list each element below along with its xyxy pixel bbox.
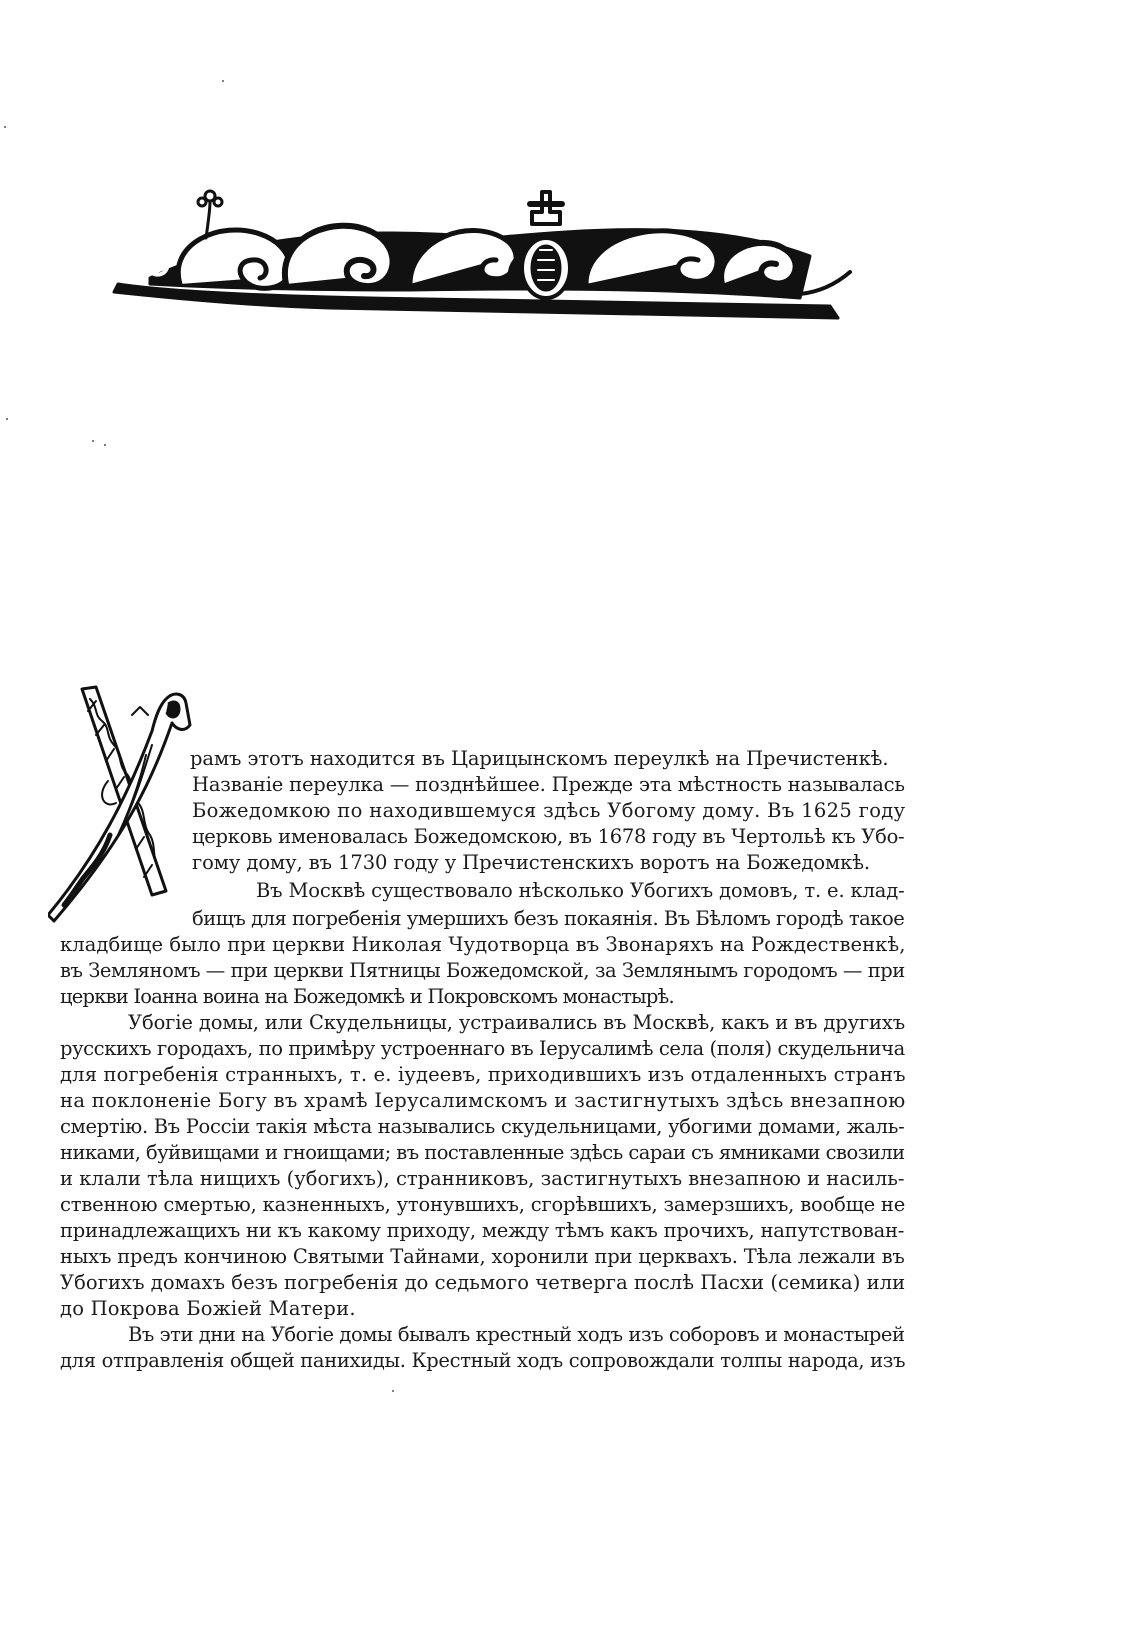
scan-speck [392, 1390, 394, 1392]
text-line: церкви Іоанна воина на Божедомкѣ и Покровскомъ монастырѣ. [60, 985, 674, 1008]
text-line: до Покрова Божіей Матери. [60, 1297, 356, 1320]
scan-speck [4, 126, 6, 128]
ornamental-headpiece [110, 180, 858, 332]
text-line: Названіе переулка — позднѣйшее. Прежде эта мѣстность называлась [192, 773, 905, 796]
text-line: принадлежащихъ ни къ какому приходу, между тѣмъ какъ прочихъ, напутствован- [60, 1219, 905, 1242]
scan-speck [104, 444, 106, 446]
drop-cap-letter-kha [48, 685, 198, 937]
text-line: кладбище было при церкви Николая Чудотворца въ Звонаряхъ на Рождественкѣ, [60, 933, 906, 956]
text-line: Убогихъ домахъ безъ погребенія до седьмого четверга послѣ Пасхи (семика) или [60, 1271, 906, 1294]
text-line: Въ эти дни на Убогіе домы бывалъ крестный ходъ изъ соборовъ и монастырей [128, 1323, 905, 1346]
text-line: для погребенія странныхъ, т. е. іудеевъ, приходившихъ изъ отдаленныхъ странъ [60, 1063, 906, 1086]
scan-speck [222, 80, 224, 82]
text-line: Въ Москвѣ существовало нѣсколько Убогихъ домовъ, т. е. клад- [256, 879, 905, 902]
text-line: ныхъ предъ кончиною Святыми Тайнами, хоронили при церквахъ. Тѣла лежали въ [60, 1245, 905, 1268]
text-line: церковь именовалась Божедомскою, въ 1678 году въ Чертольѣ къ Убо- [192, 825, 905, 848]
text-line: рамъ этотъ находится въ Царицынскомъ переулкѣ на Пречистенкѣ. [190, 747, 889, 770]
text-line: гому дому, въ 1730 году у Пречистенскихъ воротъ на Божедомкѣ. [192, 851, 871, 874]
text-line: ственною смертью, казненныхъ, утонувшихъ, сгорѣвшихъ, замерзшихъ, вообще не [60, 1193, 906, 1216]
text-line: бищъ для погребенія умершихъ безъ покаянія. Въ Бѣломъ городѣ такое [192, 907, 905, 930]
text-line: въ Земляномъ — при церкви Пятницы Божедомской, за Землянымъ городомъ — при [60, 959, 905, 982]
text-line: и клали тѣла нищихъ (убогихъ), странниковъ, застигнутыхъ внезапною и насиль- [60, 1167, 905, 1190]
text-line: Божедомкою по находившемуся здѣсь Убогому дому. Въ 1625 году [192, 799, 906, 822]
text-line: русскихъ городахъ, по примѣру устроеннаго въ Іерусалимѣ села (поля) скудельнича [60, 1037, 905, 1060]
text-line: Убогіе домы, или Скудельницы, устраивались въ Москвѣ, какъ и въ другихъ [128, 1011, 906, 1034]
text-line: для отправленія общей панихиды. Крестный ходъ сопровождали толпы народа, изъ [60, 1349, 906, 1372]
text-line: на поклоненіе Богу въ храмѣ Іерусалимскомъ и застигнутыхъ здѣсь внезапною [60, 1089, 906, 1112]
text-line: смертію. Въ Россіи такія мѣста назывались скудельницами, убогими домами, жаль- [60, 1115, 905, 1138]
scan-speck [92, 440, 94, 442]
text-line: никами, буйвищами и гноищами; въ поставленные здѣсь сараи съ ямниками свозили [60, 1141, 905, 1164]
scan-speck [6, 418, 8, 420]
